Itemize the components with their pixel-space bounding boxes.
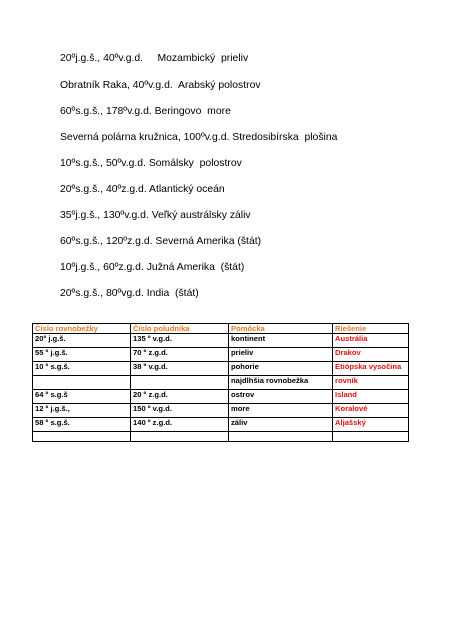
table-cell: more xyxy=(229,404,333,418)
header-cell: Riešenie xyxy=(333,324,409,334)
table-cell: 150 º v.g.d. xyxy=(131,404,229,418)
text-line: 10ºs.g.š., 50ºv.g.d. Somálsky polostrov xyxy=(60,158,242,169)
table-row xyxy=(33,348,409,362)
table-cell: 20 º z.g.d. xyxy=(131,390,229,404)
text-line: 20ºs.g.š., 40ºz.g.d. Atlantický oceán xyxy=(60,184,225,195)
answer-cell: Aljašský xyxy=(333,418,409,432)
table-cell: 10 º s.g.š. xyxy=(33,362,131,376)
coordinates-table xyxy=(32,323,409,442)
table-cell: 140 º z.g.d. xyxy=(131,418,229,432)
table-cell: 135 º v.g.d. xyxy=(131,334,229,348)
text-line: Obratník Raka, 40ºv.g.d. Arabský polostrov xyxy=(60,80,261,91)
answer-cell: Austrália xyxy=(333,334,409,348)
table-cell: pohorie xyxy=(229,362,333,376)
table-row xyxy=(33,432,409,442)
answer-cell: Koralové xyxy=(333,404,409,418)
text-line: 20ºs.g.š., 80ºvg.d. India (štát) xyxy=(60,288,199,299)
header-cell: Pomôcka xyxy=(229,324,333,334)
table-cell: ostrov xyxy=(229,390,333,404)
answer-cell: rovník xyxy=(333,376,409,390)
answer-cell: Drakov xyxy=(333,348,409,362)
table-cell xyxy=(131,432,229,442)
table-cell: najdlhšia rovnobežka xyxy=(229,376,333,390)
table-cell: záliv xyxy=(229,418,333,432)
table-row xyxy=(33,334,409,348)
table-cell xyxy=(33,376,131,390)
table-cell: 20º j.g.š. xyxy=(33,334,131,348)
table-cell: 38 º v.g.d. xyxy=(131,362,229,376)
answer-cell: Island xyxy=(333,390,409,404)
answer-cell: Etiópska vysočina xyxy=(333,362,409,376)
header-cell: Číslo poludníka xyxy=(131,324,229,334)
text-line: 20ºj.g.š., 40ºv.g.d. Mozambický prieliv xyxy=(60,53,249,64)
table-cell xyxy=(229,432,333,442)
table-row xyxy=(33,390,409,404)
text-line: 35ºj.g.š., 130ºv.g.d. Veľký austrálsky záliv xyxy=(60,210,251,221)
table-cell xyxy=(33,432,131,442)
table-row xyxy=(33,362,409,376)
table-cell xyxy=(131,376,229,390)
table-row xyxy=(33,376,409,390)
table-cell: kontinent xyxy=(229,334,333,348)
table-row xyxy=(33,418,409,432)
table-cell: 12 º j.g.š., xyxy=(33,404,131,418)
header-cell: Číslo rovnobežky xyxy=(33,324,131,334)
table-cell: 70 º z.g.d. xyxy=(131,348,229,362)
table-cell: prieliv xyxy=(229,348,333,362)
table-cell: 58 º s.g.š. xyxy=(33,418,131,432)
table-row xyxy=(33,404,409,418)
text-line: 60ºs.g.š., 178ºv.g.d. Beringovo more xyxy=(60,106,231,117)
table-header-row xyxy=(33,324,409,334)
text-line: 10ºj.g.š., 60ºz.g.d. Južná Amerika (štát) xyxy=(60,262,245,273)
table-cell: 55 º j.g.š. xyxy=(33,348,131,362)
text-line: 60ºs.g.š., 120ºz.g.d. Severná Amerika (štát) xyxy=(60,236,262,247)
text-line: Severná polárna kružnica, 100ºv.g.d. Stredosibírska plošina xyxy=(60,132,338,143)
table-cell: 64 º s.g.š xyxy=(33,390,131,404)
answer-cell xyxy=(333,432,409,442)
